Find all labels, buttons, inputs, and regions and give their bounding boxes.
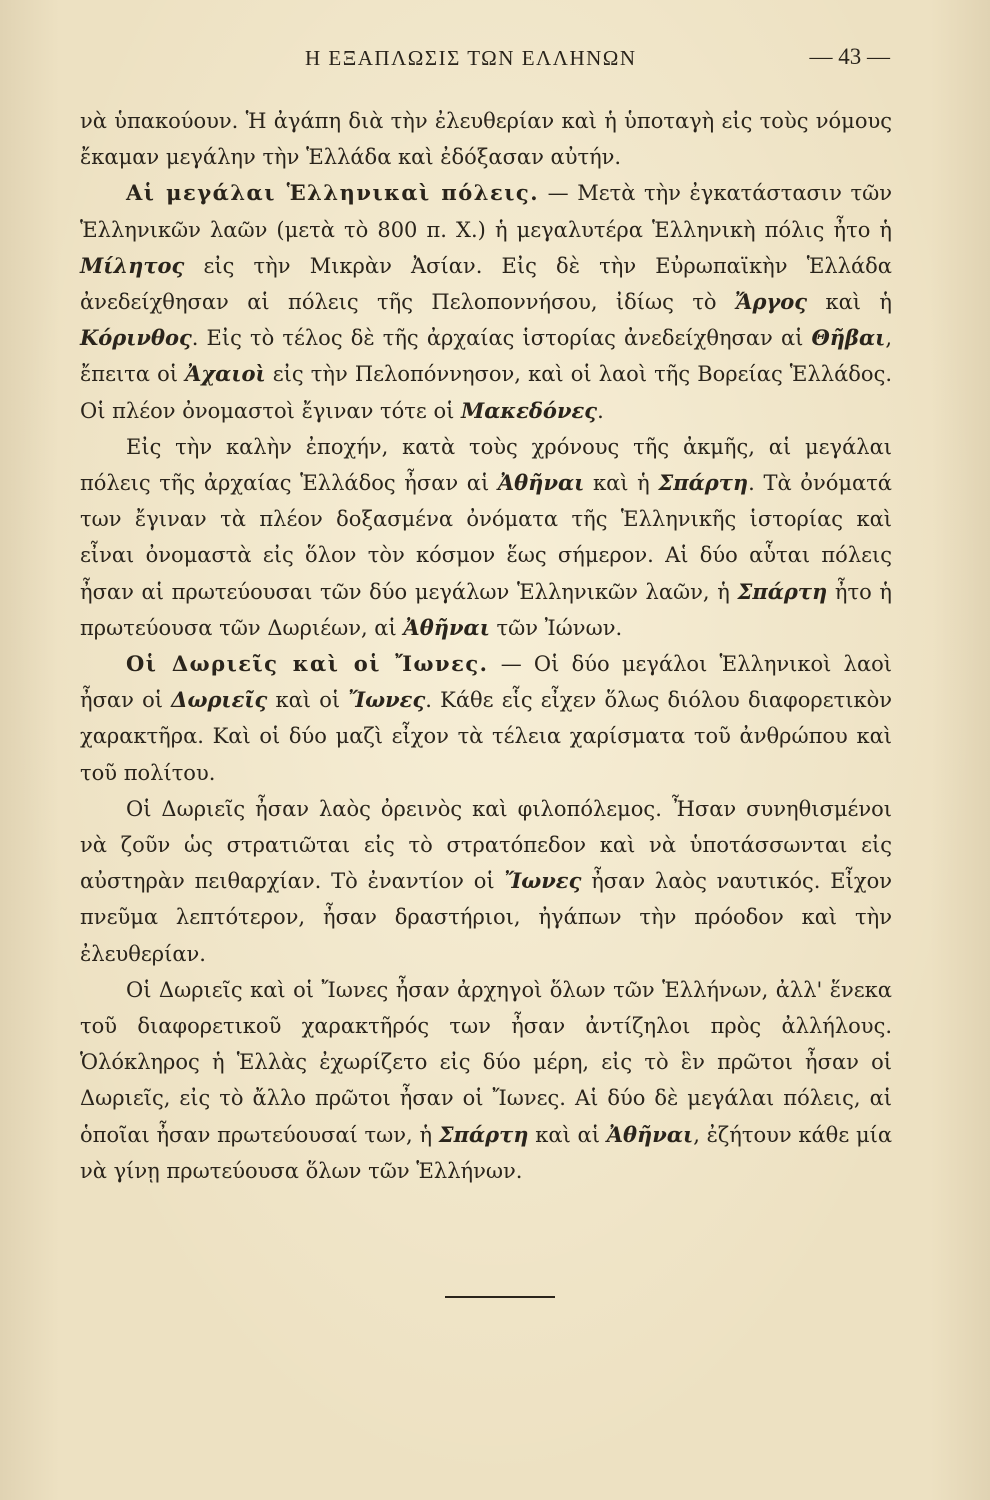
proper-name: Σπάρτη xyxy=(658,470,749,496)
paragraph-6 xyxy=(80,972,892,1189)
text-run: , ἔπειτα οἱ xyxy=(80,326,892,387)
text-run: νὰ ὑπακούουν. Ἡ ἀγάπη διὰ τὴν ἐλευθερίαν καὶ ἡ ὑποταγὴ εἰς τοὺς νόμους ἔκαμαν μεγάλην τὴν Ἑλλάδα καὶ ἐδόξασαν αὐτήν. xyxy=(80,109,892,170)
proper-name: Μακεδόνες xyxy=(461,397,598,423)
text-run: . Εἰς τὸ τέλος δὲ τῆς ἀρχαίας ἱστορίας ἀνεδείχθησαν αἱ xyxy=(191,326,812,351)
page-number: — 43 — xyxy=(809,44,890,69)
paragraph-1 xyxy=(80,103,892,175)
text-run: . Τὰ ὀνόματά των ἔγιναν τὰ πλέον δοξασμένα ὀνόματα τῆς Ἑλληνικῆς ἱστορίας καὶ εἶναι ὀνομαστὰ εἰς ὅλον τὸν κόσμον ἕως σήμερον. Αἱ δύο αὗται πόλεις ἦσαν αἱ πρωτεύουσαι τῶν δύο μεγάλων Ἑλληνικῶν λαῶν, ἡ xyxy=(80,471,892,604)
proper-name: Ἀχαιοὶ xyxy=(185,361,266,387)
text-run: ἦτο ἡ πρωτεύουσα τῶν Δωριέων, αἱ xyxy=(80,579,893,640)
text-run: καὶ οἱ xyxy=(267,688,349,713)
text-run: Οἱ Δωριεῖς καὶ οἱ Ἴωνες ἦσαν ἀρχηγοὶ ὅλων τῶν Ἑλλήνων, ἀλλ' ἕνεκα τοῦ διαφορετικοῦ χαρακτῆρός των ἦσαν ἀντίζηλοι πρὸς ἀλλήλους. Ὁλόκληρος ἡ Ἑλλὰς ἐχωρίζετο εἰς δύο μέρη, εἰς τὸ ἓν πρῶτοι ἦσαν οἱ Δωριεῖς, εἰς τὸ ἄλλο πρῶτοι ἦσαν οἱ Ἴωνες. Αἱ δύο δὲ μεγάλαι πόλεις, αἱ ὁποῖαι ἦσαν πρωτεύουσαί των, ἡ xyxy=(80,977,892,1147)
section-heading-dorians-ionians: Οἱ Δωριεῖς καὶ οἱ Ἴωνες. xyxy=(126,651,489,677)
proper-name: Ἴωνες xyxy=(504,868,582,894)
body-text xyxy=(80,103,892,1189)
paragraph-3 xyxy=(80,429,892,646)
text-run: Εἰς τὴν καλὴν ἐποχήν, κατὰ τοὺς χρόνους τῆς ἀκμῆς, αἱ μεγάλαι πόλεις τῆς ἀρχαίας Ἑλλάδος ἦσαν αἱ xyxy=(80,434,892,496)
proper-name: Ἀθῆναι xyxy=(497,470,585,496)
text-run: τῶν Ἰώνων. xyxy=(489,615,623,640)
end-of-section-rule xyxy=(445,1296,555,1298)
paragraph-4 xyxy=(80,646,892,791)
proper-name: Ἄργος xyxy=(734,289,808,315)
paragraph-5 xyxy=(80,791,892,972)
text-run: , ἐζήτουν κάθε μία νὰ γίνῃ πρωτεύουσα ὅλων τῶν Ἑλλήνων. xyxy=(80,1122,893,1183)
proper-name: Σπάρτη xyxy=(737,578,828,604)
text-run: — Οἱ δύο μεγάλοι Ἑλληνικοὶ λαοὶ ἦσαν οἱ xyxy=(80,652,892,713)
text-run: Οἱ Δωριεῖς ἦσαν λαὸς ὀρεινὸς καὶ φιλοπόλεμος. Ἦσαν συνηθισμένοι νὰ ζοῦν ὡς στρατιῶται εἰς τὸ στρατόπεδον καὶ νὰ ὑποτάσσωνται εἰς αὐστηρὰν πειθαρχίαν. Τὸ ἐναντίον οἱ xyxy=(80,796,892,894)
section-heading-cities: Αἱ μεγάλαι Ἑλληνικαὶ πόλεις. xyxy=(126,180,540,206)
text-run: . Κάθε εἷς εἶχεν ὅλως διόλου διαφορετικὸν χαρακτῆρα. Καὶ οἱ δύο μαζὶ εἶχον τὰ τέλεια χαρίσματα τοῦ ἀνθρώπου καὶ τοῦ πολίτου. xyxy=(80,688,892,785)
running-title: Η ΕΞΑΠΛΩΣΙΣ ΤΩΝ ΕΛΛΗΝΩΝ xyxy=(305,46,637,70)
text-run: εἰς τὴν Πελοπόννησον, καὶ οἱ λαοὶ τῆς Βορείας Ἑλλάδος. Οἱ πλέον ὀνομαστοὶ ἔγιναν τότε οἱ xyxy=(80,362,893,423)
proper-name: Δωριεῖς xyxy=(171,687,268,713)
page-header xyxy=(80,42,900,82)
text-run: εἰς τὴν Μικρὰν Ἀσίαν. Εἰς δὲ τὴν Εὐρωπαϊκὴν Ἑλλάδα ἀνεδείχθησαν αἱ πόλεις τῆς Πελοποννήσου, ἰδίως τὸ xyxy=(80,253,892,315)
text-run: ἦσαν λαὸς ναυτικός. Εἶχον πνεῦμα λεπτότερον, ἦσαν δραστήριοι, ἠγάπων τὴν πρόοδον καὶ τὴν ἐλευθερίαν. xyxy=(80,869,892,966)
proper-name: Ἴωνες xyxy=(348,687,426,713)
text-run: . xyxy=(597,398,604,423)
proper-name: Κόρινθος xyxy=(80,325,192,351)
text-run: — Μετὰ τὴν ἐγκατάστασιν τῶν Ἑλληνικῶν λαῶν (μετὰ τὸ 800 π. Χ.) ἡ μεγαλυτέρα Ἑλληνικὴ πόλις ἦτο ἡ xyxy=(80,181,892,242)
paragraph-2 xyxy=(80,175,892,428)
proper-name: Μίλητος xyxy=(80,252,185,278)
text-run: καὶ αἱ xyxy=(528,1122,607,1147)
proper-name: Θῆβαι xyxy=(811,325,886,351)
proper-name: Σπάρτη xyxy=(438,1121,529,1147)
proper-name: Ἀθῆναι xyxy=(403,614,490,640)
proper-name: Ἀθῆναι xyxy=(606,1121,694,1147)
text-run: καὶ ἡ xyxy=(807,290,892,315)
text-run: καὶ ἡ xyxy=(584,471,659,496)
